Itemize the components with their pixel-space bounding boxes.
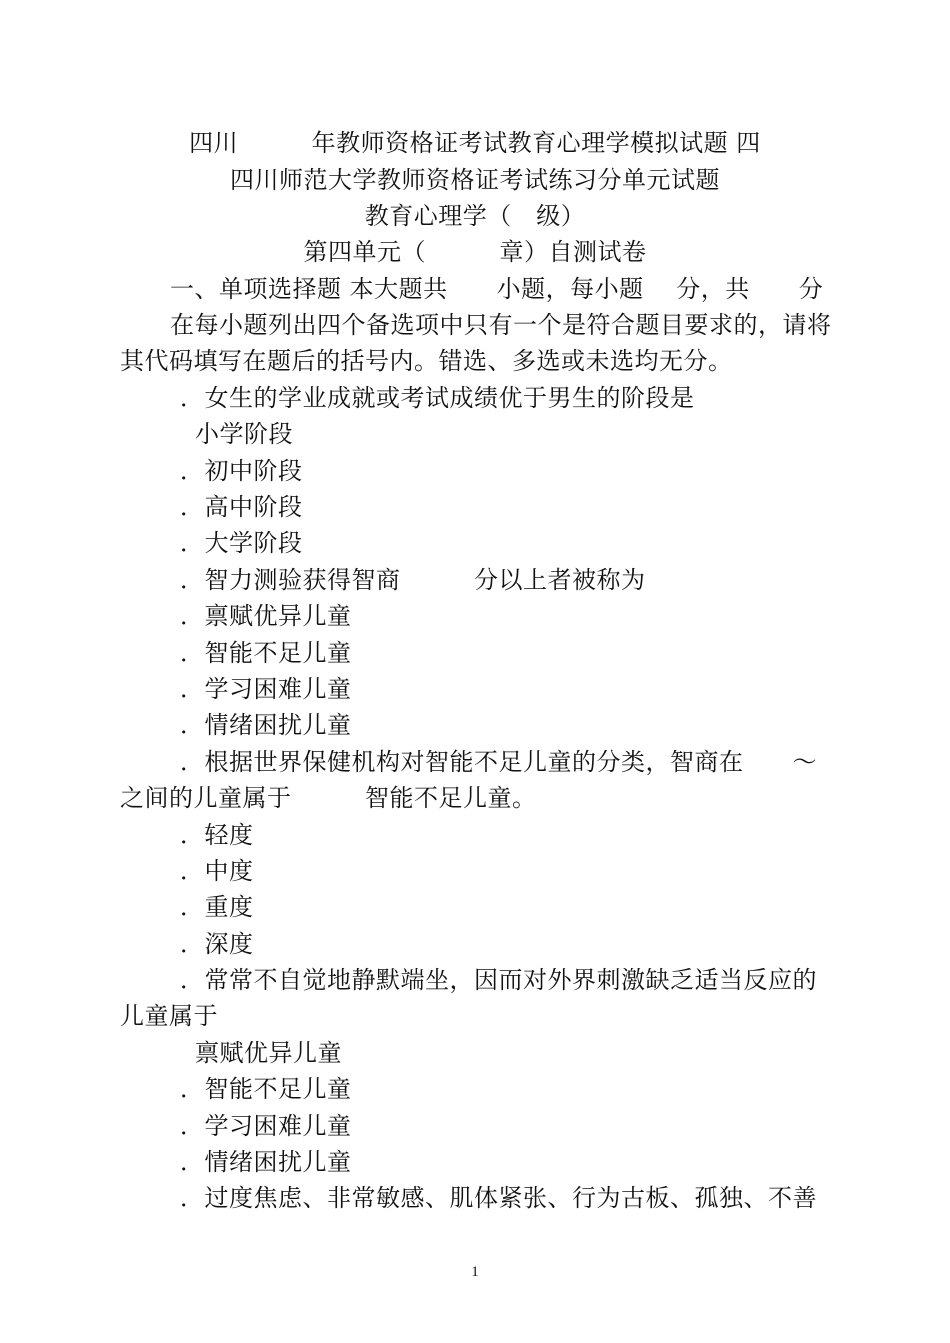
question-4-stem-line-2: 儿童属于 — [120, 1002, 218, 1030]
page-number: 1 — [471, 1264, 479, 1280]
section-heading: 一、单项选择题 本大题共 小题，每小题 分，共 分 — [170, 275, 824, 303]
question-1-option-b: ．初中阶段 — [180, 457, 303, 485]
question-5-stem: ．过度焦虑、非常敏感、肌体紧张、行为古板、孤独、不善 — [180, 1184, 817, 1212]
question-2-option-c: ．学习困难儿童 — [180, 675, 352, 703]
question-2-option-a: ．禀赋优异儿童 — [180, 602, 352, 630]
document-subtitle: 四川师范大学教师资格证考试练习分单元试题 — [230, 166, 720, 194]
question-1-stem: ．女生的学业成就或考试成绩优于男生的阶段是 — [180, 384, 695, 412]
question-3-option-c: ．重度 — [180, 893, 254, 921]
question-4-stem-line-1: ．常常不自觉地静默端坐，因而对外界刺激缺乏适当反应的 — [180, 966, 817, 994]
question-3-stem-line-2: 之间的儿童属于 智能不足儿童。 — [120, 784, 537, 812]
question-2-stem: ．智力测验获得智商 分以上者被称为 — [180, 566, 646, 594]
document-title: 四川 年教师资格证考试教育心理学模拟试题 四 — [189, 129, 761, 157]
instructions-line-1: 在每小题列出四个备选项中只有一个是符合题目要求的，请将 — [170, 311, 832, 339]
question-4-option-d: ．情绪困扰儿童 — [180, 1148, 352, 1176]
question-4-option-c: ．学习困难儿童 — [180, 1112, 352, 1140]
instructions-line-2: 其代码填写在题后的括号内。错选、多选或未选均无分。 — [120, 347, 733, 375]
unit-line: 第四单元（ 章）自测试卷 — [303, 238, 647, 266]
question-3-option-d: ．深度 — [180, 930, 254, 958]
question-3-option-a: ．轻度 — [180, 821, 254, 849]
question-3-stem-line-1: ．根据世界保健机构对智能不足儿童的分类，智商在 ～ — [180, 748, 817, 776]
subject-line: 教育心理学（ 级） — [364, 202, 586, 230]
question-3-option-b: ．中度 — [180, 857, 254, 885]
question-2-option-b: ．智能不足儿童 — [180, 639, 352, 667]
question-4-option-a: 禀赋优异儿童 — [195, 1039, 342, 1067]
question-4-option-b: ．智能不足儿童 — [180, 1075, 352, 1103]
question-1-option-d: ．大学阶段 — [180, 529, 303, 557]
question-1-option-a: 小学阶段 — [195, 420, 293, 448]
question-1-option-c: ．高中阶段 — [180, 493, 303, 521]
question-2-option-d: ．情绪困扰儿童 — [180, 711, 352, 739]
